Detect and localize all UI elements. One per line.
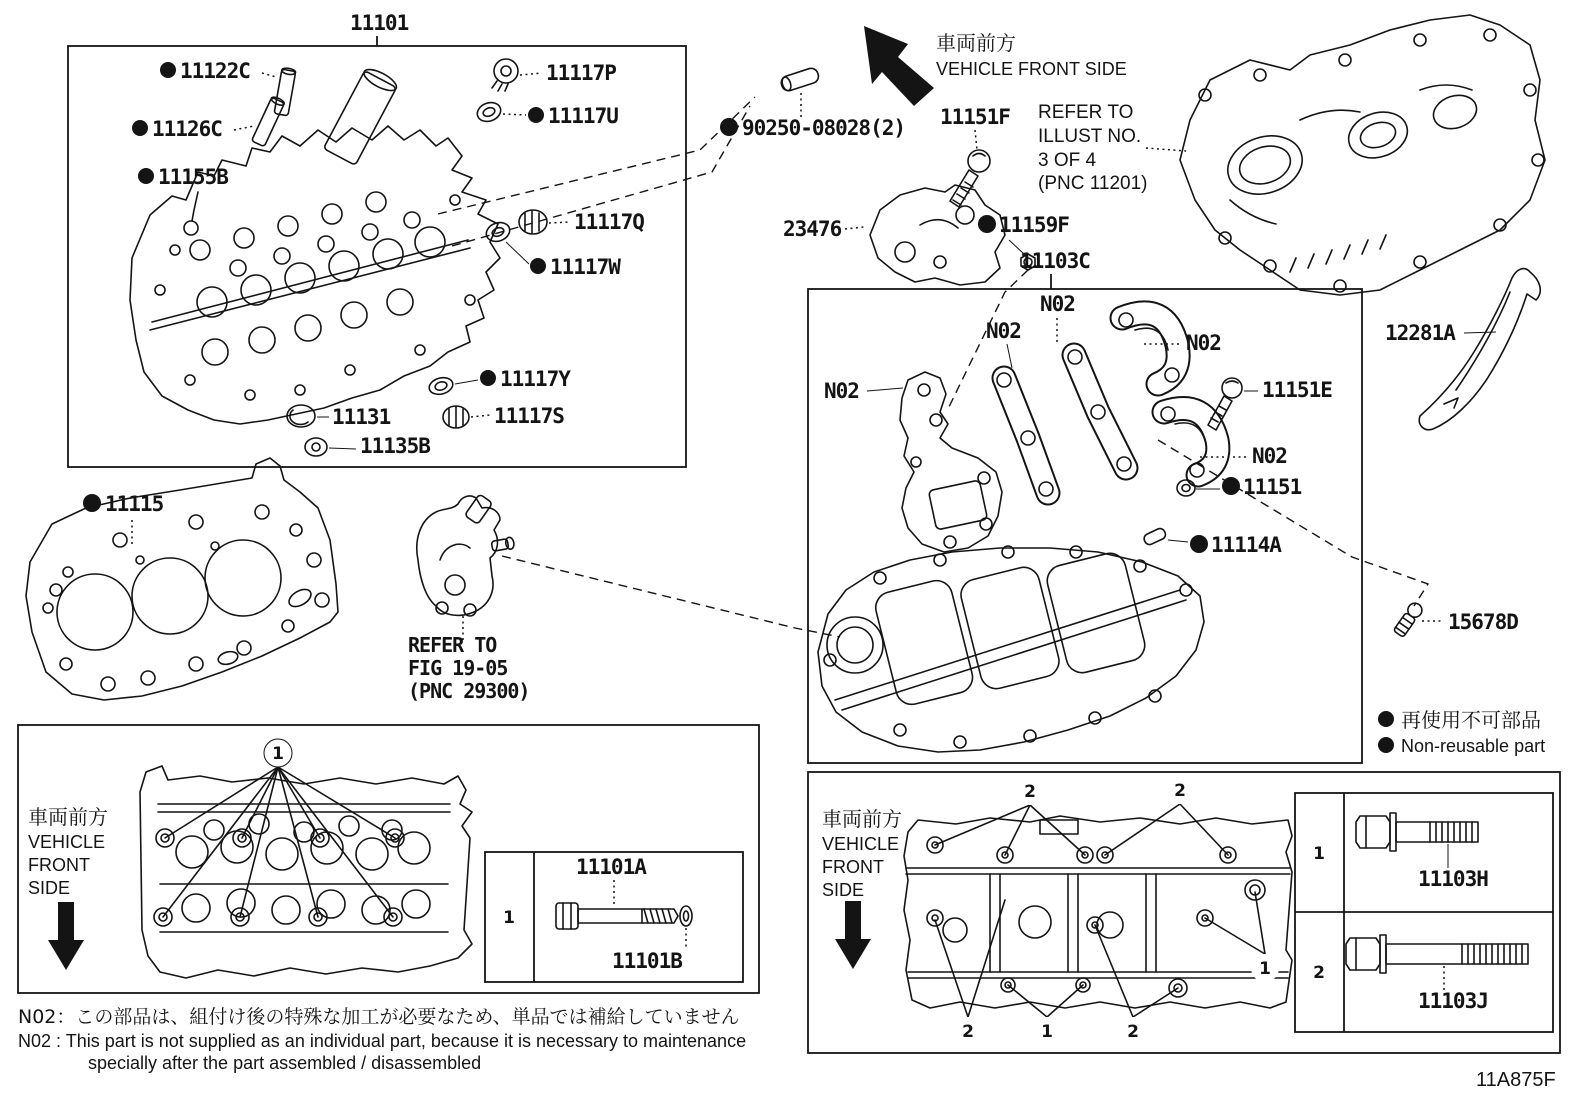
part-label-11151F: 11151F: [940, 105, 1010, 129]
block-bolt-tightening-box: [808, 772, 1560, 1053]
part-label-N02: N02: [824, 379, 859, 403]
footnotes: [18, 1006, 746, 1073]
non-reusable-dot: [978, 215, 996, 233]
callout-lines: [935, 804, 1265, 1017]
down-arrow-icon: [835, 901, 871, 969]
bolt-11103H-drawing: [1356, 813, 1478, 851]
part-label-11117Y: 11117Y: [500, 367, 570, 391]
svg-text:3 OF 4: 3 OF 4: [1038, 150, 1097, 171]
down-arrow-icon: [48, 902, 84, 970]
part-label-11135B: 11135B: [360, 434, 430, 458]
chain-guide-area: [1385, 269, 1540, 430]
part-label-11126C: 11126C: [152, 117, 222, 141]
table-row-11103H: [1304, 813, 1488, 891]
svg-text:ILLUST NO.: ILLUST NO.: [1038, 126, 1142, 147]
part-label-11117S: 11117S: [494, 404, 564, 428]
part-label-N02: N02: [1252, 444, 1287, 468]
part-label-N02: N02: [986, 319, 1021, 343]
legend-label-en: Non-reusable part: [1401, 736, 1546, 756]
valve-cover-drawing: [1180, 15, 1545, 295]
svg-text:1: 1: [1041, 1022, 1053, 1042]
plug-11117S-drawing: [443, 406, 469, 428]
front-direction-arrow-icon: [864, 26, 934, 106]
leader-dashed: [502, 556, 840, 637]
head-gasket-drawing: [26, 458, 338, 700]
bearing-cap-drawings: [997, 313, 1218, 496]
callout-2-badge: [954, 1017, 982, 1045]
part-label-11159F: 11159F: [999, 213, 1069, 237]
svg-text:2: 2: [962, 1022, 974, 1042]
svg-text:(PNC 29300): (PNC 29300): [408, 679, 530, 703]
callout-2-badge: [1166, 776, 1194, 804]
part-label-11117P: 11117P: [546, 61, 616, 85]
chain-guide-12281A-drawing: [1419, 269, 1540, 430]
note-en-line1: N02 : This part is not supplied as an individual part, because it is necessary to maintenance: [18, 1031, 747, 1051]
part-label-12281A: 12281A: [1385, 321, 1455, 345]
seal-11117Y-drawing: [427, 375, 454, 397]
head-gasket-area: [26, 458, 338, 700]
non-reusable-dot: [83, 494, 101, 512]
lower-crankcase-drawing: [818, 546, 1204, 752]
bolt-15678D-drawing: [1393, 600, 1425, 638]
svg-text:1: 1: [1259, 959, 1271, 979]
callout-2-badge: [1119, 1017, 1147, 1045]
crankcase-box: [808, 289, 1362, 763]
head-bolt-tightening-box: [18, 725, 759, 993]
non-reusable-dot: [1378, 737, 1394, 753]
part-label-11122C: 11122C: [180, 59, 250, 83]
part-label-11117Q: 11117Q: [574, 210, 644, 234]
front-side-label-en: VEHICLE: [28, 832, 106, 852]
front-side-label-jp: 車両前方: [28, 805, 108, 829]
part-label-11115: 11115: [105, 492, 164, 516]
ring-11151-drawing: [1177, 480, 1195, 496]
non-reusable-dot: [530, 258, 546, 274]
svg-text:2: 2: [1127, 1022, 1139, 1042]
bolt-11103J-drawing: [1346, 935, 1528, 973]
non-reusable-dot: [480, 370, 496, 386]
svg-text:1: 1: [272, 744, 284, 764]
table-row-11103J: [1304, 935, 1528, 1013]
svg-text:REFER TO: REFER TO: [1038, 102, 1134, 123]
part-label-15678D: 15678D: [1448, 610, 1518, 634]
part-label-11103C: 11103C: [1020, 249, 1090, 273]
callout-1-badge: [264, 739, 292, 767]
part-label-23476: 23476: [783, 217, 842, 241]
front-side-label-en: SIDE: [822, 880, 865, 900]
part-label-11114A: 11114A: [1211, 533, 1281, 557]
seal-11117U-drawing: [475, 99, 504, 124]
svg-text:1: 1: [1313, 844, 1325, 864]
seal-11131-drawing: [287, 405, 315, 427]
non-reusable-dot: [160, 62, 176, 78]
part-label-11151: 11151: [1243, 475, 1302, 499]
callout-1-badge: [1033, 1017, 1061, 1045]
non-reusable-dot: [132, 120, 148, 136]
svg-text:2: 2: [1313, 963, 1325, 983]
part-label-N02: N02: [1040, 292, 1075, 316]
svg-text:REFER TO: REFER TO: [408, 633, 497, 657]
legend-label-jp: 再使用不可部品: [1401, 708, 1541, 732]
callout-1-badge: 1: [503, 908, 515, 928]
callout-1-badge: [1251, 954, 1279, 982]
non-reusable-dot: [1378, 711, 1394, 727]
bolt-11101A-drawing: [556, 903, 692, 929]
valve-guide-pins: [252, 65, 400, 165]
part-label-11101A: 11101A: [576, 855, 646, 879]
bolt-11151F-drawing: [950, 150, 990, 207]
vacuum-pump-drawing: [417, 494, 515, 616]
figure-code: 11A875F: [1476, 1069, 1556, 1091]
plug-11117P-drawing: [492, 59, 518, 91]
pin-11114A-drawing: [1142, 527, 1167, 546]
part-label-11155B: 11155B: [158, 165, 228, 189]
non-reusable-dot: [720, 118, 738, 136]
note-en-line2: specially after the part assembled / disassembled: [88, 1053, 482, 1073]
seal-11135B-drawing: [305, 438, 327, 456]
callout-2-badge: [1016, 777, 1044, 805]
cylinder-head-box: [68, 11, 686, 467]
part-label-11103H: 11103H: [1418, 867, 1488, 891]
non-reusable-legend: [1378, 708, 1545, 756]
svg-text:2: 2: [1024, 782, 1036, 802]
part-label-11101B: 11101B: [612, 949, 682, 973]
front-side-label-jp: 車両前方: [936, 31, 1016, 55]
part-label-11151E: 11151E: [1262, 378, 1332, 402]
leader-dashed: [1158, 440, 1428, 606]
front-side-label-en: FRONT: [822, 857, 884, 877]
front-side-label-en: VEHICLE FRONT SIDE: [936, 59, 1127, 79]
vacuum-pump-area: [408, 494, 529, 703]
part-label-11117U: 11117U: [548, 104, 618, 128]
front-side-label-en: SIDE: [28, 878, 71, 898]
block-bolt-table: [1295, 793, 1553, 1032]
svg-text:2: 2: [1174, 781, 1186, 801]
refer-illust-note: [1038, 102, 1186, 194]
bearing-bracket-drawing: [900, 372, 1002, 552]
non-reusable-dot: [1190, 535, 1208, 553]
part-label-11117W: 11117W: [550, 255, 620, 279]
block-side-view-drawing: [904, 816, 1292, 1008]
note-jp: N02：この部品は、組付け後の特殊な加工が必要なため、単品では補給していません: [18, 1006, 740, 1028]
head-bolt-inset: [485, 852, 743, 982]
svg-text:(PNC 11201): (PNC 11201): [1038, 173, 1148, 194]
part-label-11101: 11101: [350, 11, 409, 35]
front-side-label-en: VEHICLE: [822, 834, 900, 854]
front-side-label-jp: 車両前方: [822, 807, 902, 831]
front-side-label-en: FRONT: [28, 855, 90, 875]
non-reusable-dot: [528, 107, 544, 123]
bracket-23476-drawing: [870, 185, 1005, 285]
refer-fig-note: [408, 633, 529, 703]
dowel-pin-drawing: [779, 67, 820, 93]
part-label-11103J: 11103J: [1418, 989, 1488, 1013]
svg-text:FIG 19-05: FIG 19-05: [408, 656, 508, 680]
top-middle-area: [720, 26, 1186, 289]
part-label-90250-08028: 90250-08028(2): [742, 116, 906, 140]
part-label-11131: 11131: [332, 405, 391, 429]
right-side-area: [1378, 600, 1545, 756]
non-reusable-dot: [138, 168, 154, 184]
part-label-N02: N02: [1186, 331, 1221, 355]
